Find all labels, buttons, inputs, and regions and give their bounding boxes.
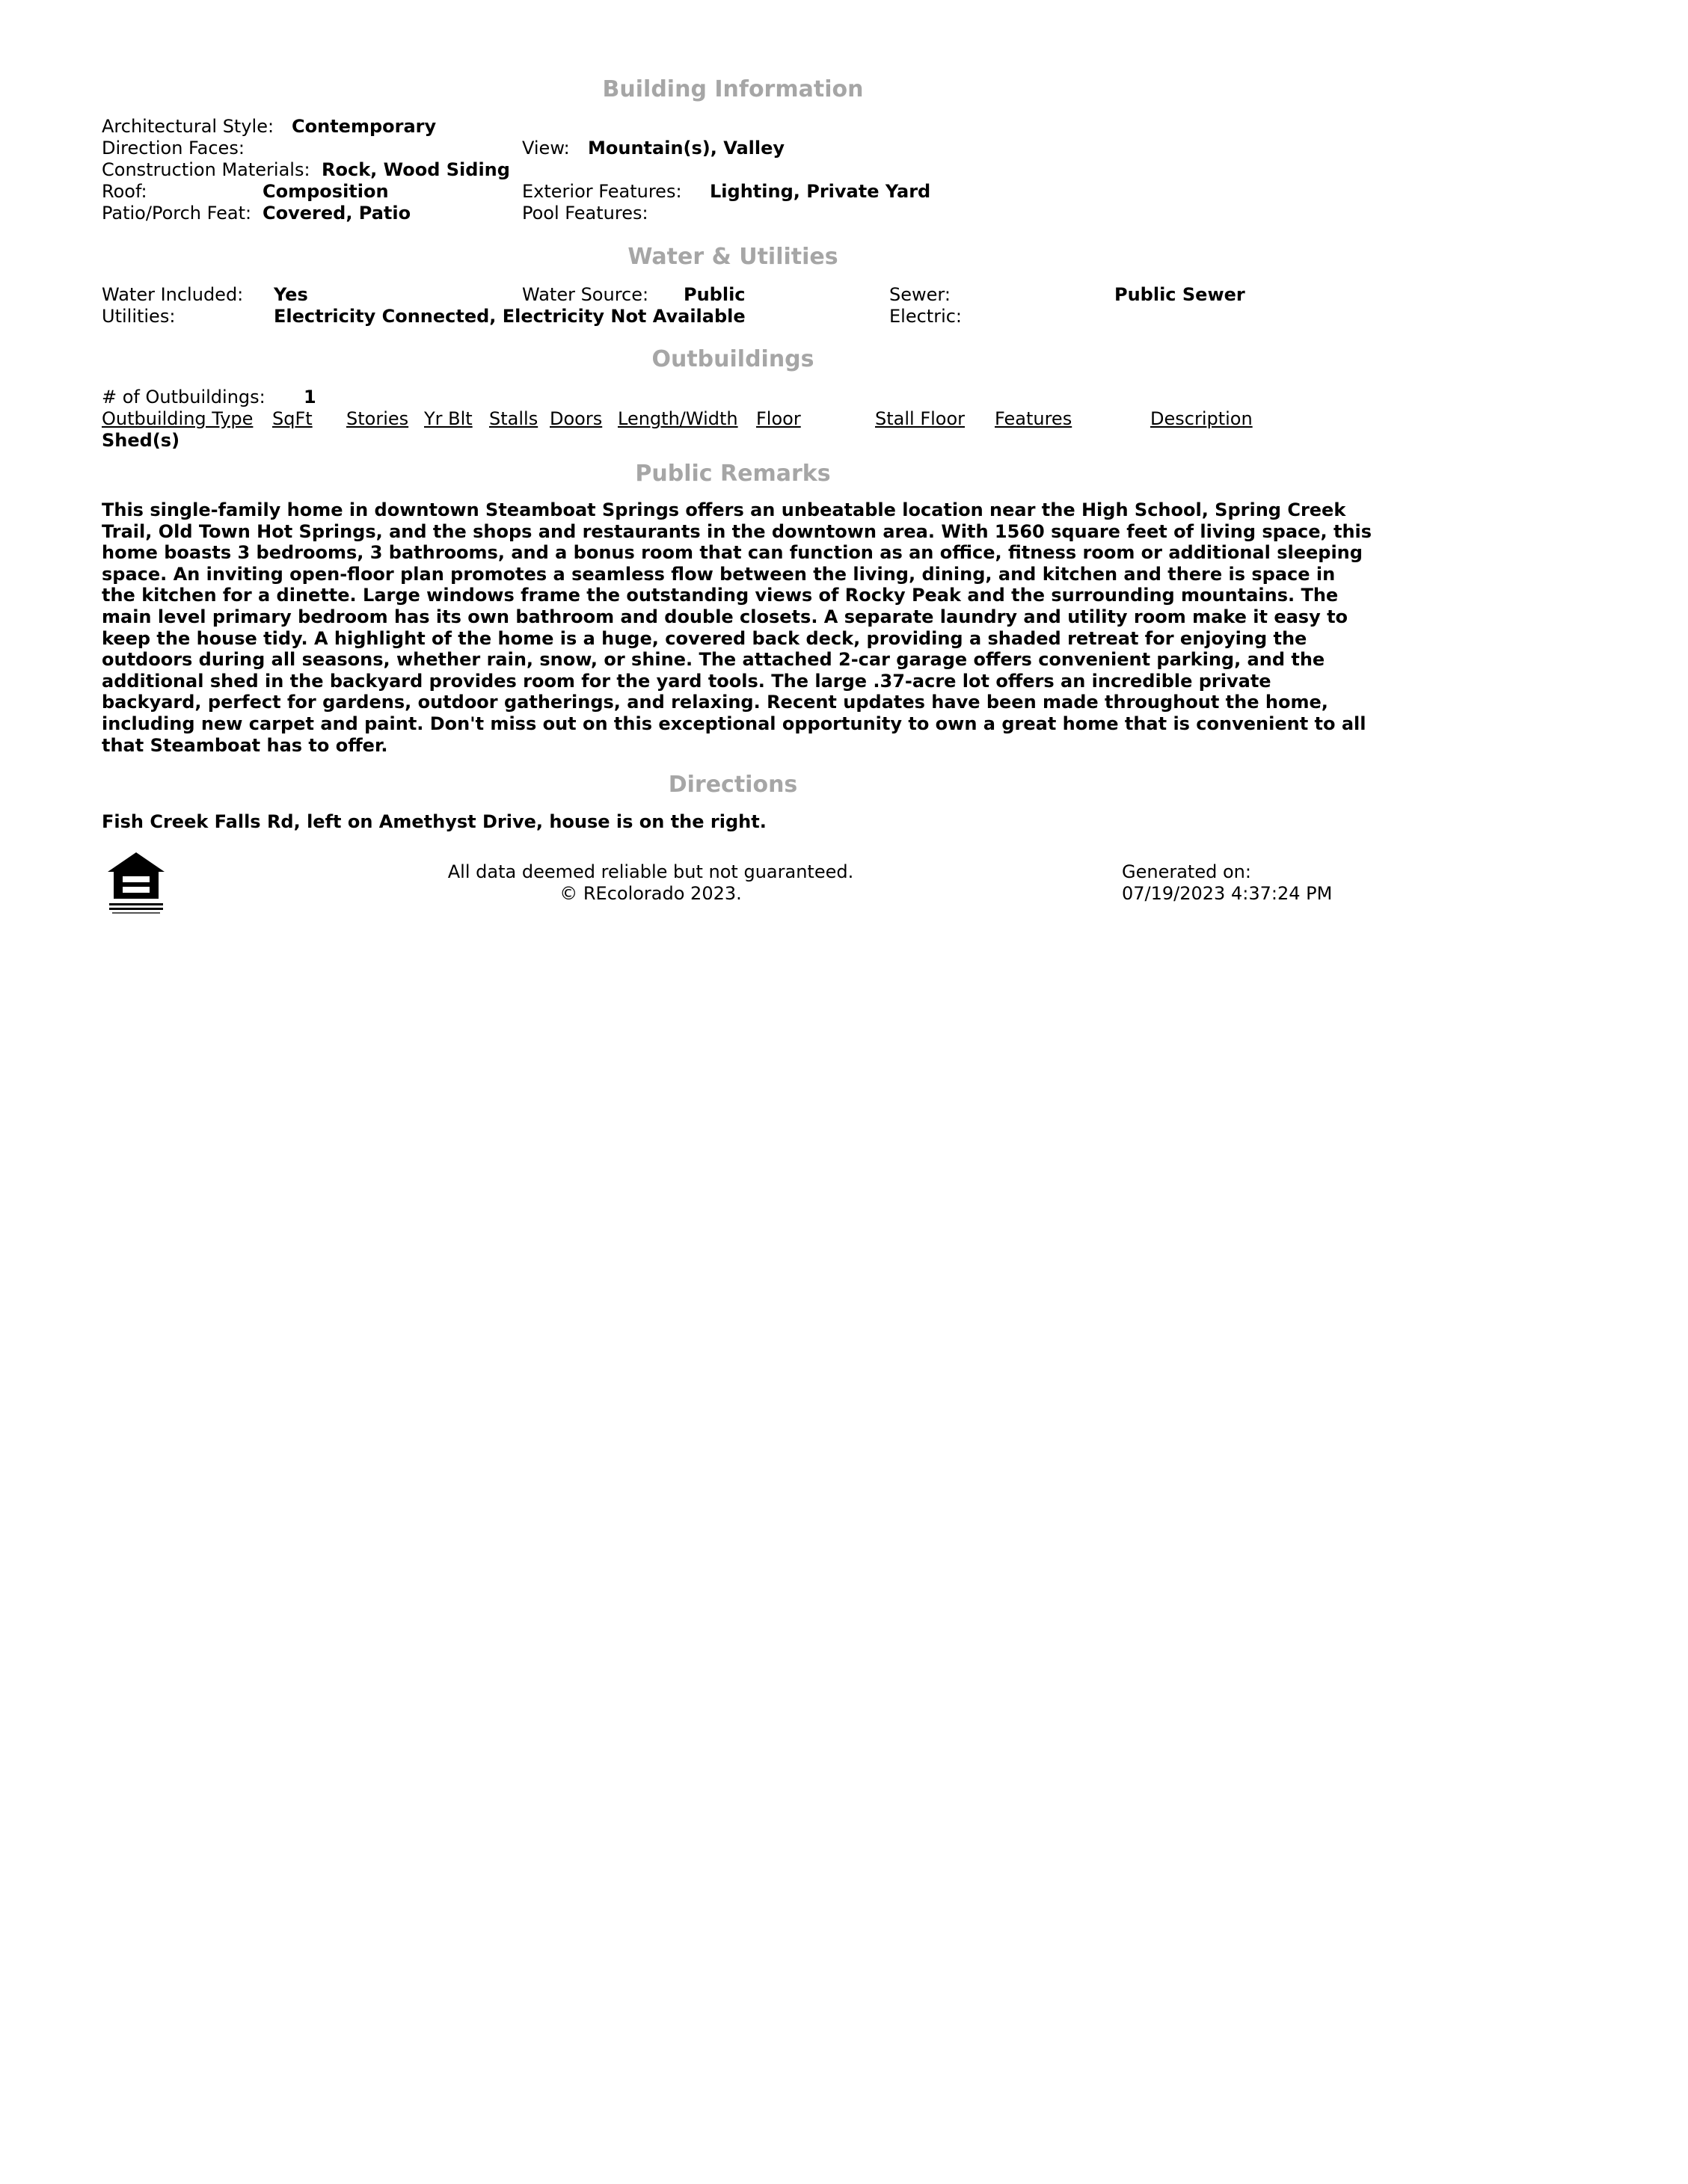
construction-value: Rock, Wood Siding xyxy=(322,159,510,180)
view-label: View: xyxy=(522,138,570,159)
arch-style-value: Contemporary xyxy=(292,116,437,137)
equal-housing-opportunity-icon xyxy=(106,849,166,917)
sewer-value: Public Sewer xyxy=(1114,284,1245,305)
patio-value: Covered, Patio xyxy=(263,203,411,224)
disclaimer-line-1: All data deemed reliable but not guaranteed. xyxy=(447,861,854,882)
column-header-floor: Floor xyxy=(756,408,801,429)
public-remarks-text: This single-family home in downtown Steamboat Springs offers an unbeatable location near the High School, Spring Creek Trail, Old Town Hot Springs, and the shops and restaurants in the downtown area. With 1560 square feet of living space, this home boasts 3 bedrooms, 3 bathrooms, and a bonus room that can function as an office, fitness room or additional sleeping space. An inviting open-floor plan promotes a seamless flow between the living, dining, and kitchen and there is space in the kitchen for a dinette. Large windows frame the outstanding views of Rocky Peak and the surrounding mountains. The main level primary bedroom has its own bathroom and double closets. A separate laundry and utility room make it easy to keep the house tidy. A highlight of the home is a huge, covered back deck, providing a shaded retreat for enjoying the outdoors during all seasons, whether rain, snow, or shine. The attached 2-car garage offers convenient parking, and the additional shed in the backyard provides room for the yard tools. The large .37-acre lot offers an incredible private backyard, perfect for gardens, outdoor gatherings, and relaxing. Recent updates have been made throughout the home, including new carpet and paint. Don't miss out on this exceptional opportunity to own a great home that is convenient to all that Steamboat has to offer. xyxy=(102,499,1372,756)
water-included-value: Yes xyxy=(274,284,308,305)
construction-label: Construction Materials: xyxy=(102,159,310,180)
column-header-outbuilding-type: Outbuilding Type xyxy=(102,408,254,429)
roof-label: Roof: xyxy=(102,181,147,202)
outbuildings-count-label: # of Outbuildings: xyxy=(102,387,266,407)
building-info-heading: Building Information xyxy=(602,76,864,102)
sewer-label: Sewer: xyxy=(889,284,951,305)
exterior-features-label: Exterior Features: xyxy=(522,181,682,202)
roof-value: Composition xyxy=(263,181,389,202)
water-source-label: Water Source: xyxy=(522,284,649,305)
outbuilding-type-cell: Shed(s) xyxy=(102,430,180,451)
utilities-value: Electricity Connected, Electricity Not Available xyxy=(274,306,746,327)
column-header-yr-blt: Yr Blt xyxy=(424,408,473,429)
arch-style-label: Architectural Style: xyxy=(102,116,274,137)
view-value: Mountain(s), Valley xyxy=(588,138,785,159)
pool-features-label: Pool Features: xyxy=(522,203,648,224)
directions-heading: Directions xyxy=(668,772,798,798)
public-remarks-heading: Public Remarks xyxy=(635,461,831,487)
column-header-length-width: Length/Width xyxy=(618,408,738,429)
generated-on-value: 07/19/2023 4:37:24 PM xyxy=(1122,883,1333,904)
directions-text: Fish Creek Falls Rd, left on Amethyst Drive, house is on the right. xyxy=(102,811,767,832)
column-header-sqft: SqFt xyxy=(272,408,313,429)
water-included-label: Water Included: xyxy=(102,284,244,305)
column-header-features: Features xyxy=(995,408,1072,429)
disclaimer-line-2: © REcolorado 2023. xyxy=(559,883,742,904)
outbuildings-heading: Outbuildings xyxy=(651,346,814,372)
column-header-stall-floor: Stall Floor xyxy=(875,408,966,429)
utilities-label: Utilities: xyxy=(102,306,176,327)
water-utilities-heading: Water & Utilities xyxy=(627,244,838,270)
column-header-description: Description xyxy=(1150,408,1253,429)
patio-label: Patio/Porch Feat: xyxy=(102,203,252,224)
column-header-doors: Doors xyxy=(550,408,603,429)
water-source-value: Public xyxy=(684,284,746,305)
outbuildings-count-value: 1 xyxy=(304,387,316,407)
generated-on-label: Generated on: xyxy=(1122,861,1251,882)
column-header-stalls: Stalls xyxy=(489,408,538,429)
direction-faces-label: Direction Faces: xyxy=(102,138,245,159)
column-header-stories: Stories xyxy=(346,408,409,429)
electric-label: Electric: xyxy=(889,306,963,327)
exterior-features-value: Lighting, Private Yard xyxy=(710,181,931,202)
